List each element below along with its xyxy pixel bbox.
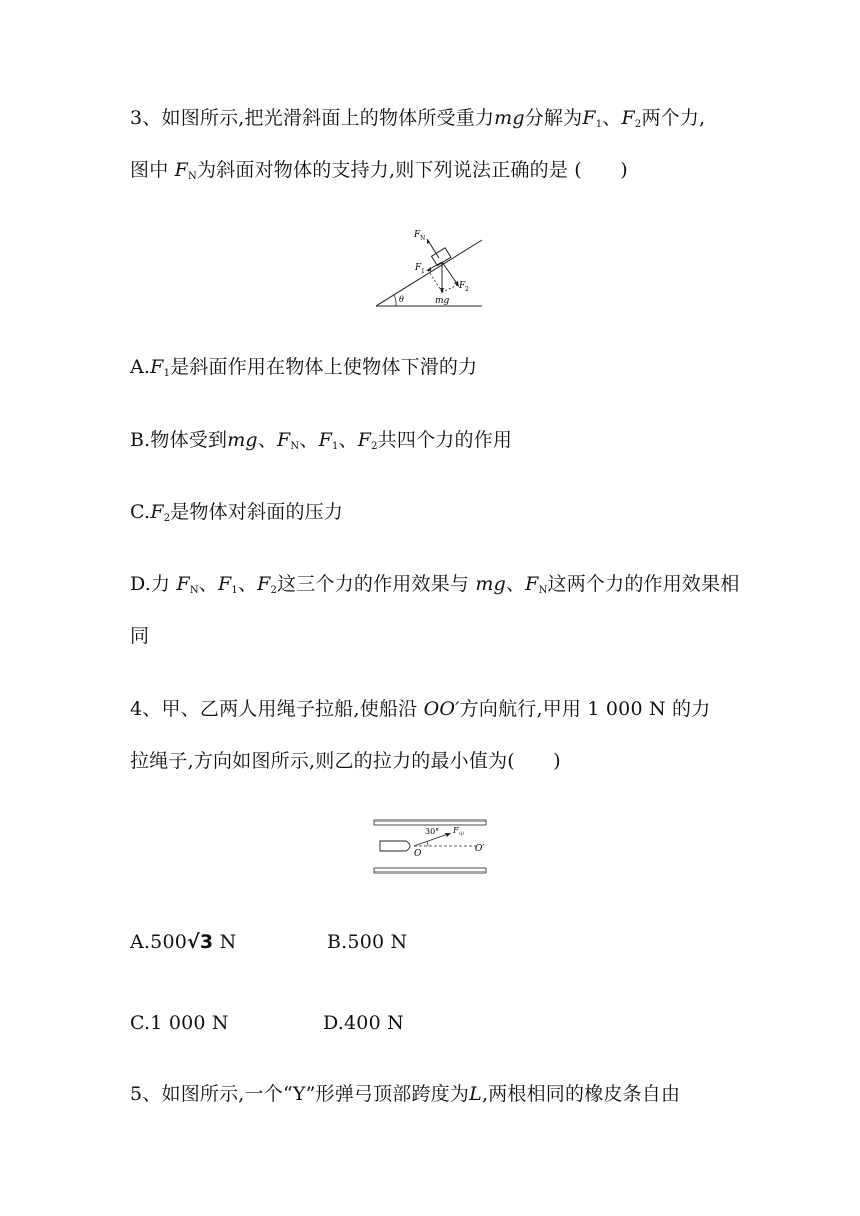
q4-stem-line2: 拉绳子,方向如图所示,则乙的拉力的最小值为( ) bbox=[130, 750, 561, 772]
q3-option-d[interactable]: D.力 $F_N$、$F_1$、$F_2$这三个力的作用效果与 mg、$F_N$这两个力的作用效果相 bbox=[130, 573, 740, 596]
q4-stem-line1: 4、甲、乙两人用绳子拉船,使船沿 OO′方向航行,甲用 1 000 N 的力 bbox=[130, 698, 711, 720]
q3-option-b[interactable]: B.物体受到mg、$F_N$、$F_1$、$F_2$共四个力的作用 bbox=[130, 429, 513, 452]
answer-bracket: ( ) bbox=[574, 159, 628, 181]
q4-option-c[interactable]: C.1 000 N bbox=[130, 1012, 229, 1034]
label-f1: F bbox=[415, 263, 422, 273]
q4-number: 4、 bbox=[130, 698, 162, 720]
label-angle: 30° bbox=[425, 827, 440, 836]
label-f2: F bbox=[459, 281, 466, 291]
boat bbox=[380, 841, 410, 851]
incline-diagram bbox=[370, 222, 490, 312]
label-theta: θ bbox=[399, 295, 404, 304]
f2-arrow bbox=[442, 262, 458, 285]
q4-option-d[interactable]: D.400 N bbox=[323, 1012, 404, 1034]
dash-2 bbox=[442, 285, 458, 292]
label-o-prime: O′ bbox=[475, 844, 485, 854]
q4-boat-figure bbox=[372, 818, 490, 880]
bottom-bank bbox=[374, 868, 486, 873]
theta-arc bbox=[394, 295, 396, 306]
dash-1 bbox=[428, 270, 442, 292]
svg-text:2: 2 bbox=[465, 286, 469, 293]
angle-arc bbox=[427, 841, 428, 846]
q4-option-b[interactable]: B.500 N bbox=[327, 931, 408, 953]
q5-stem-line1: 5、如图所示,一个“Y”形弹弓顶部跨度为L,两根相同的橡皮条自由 bbox=[130, 1083, 681, 1105]
q3-number: 3、 bbox=[130, 107, 162, 129]
q3-option-a[interactable]: $A.F_1$是斜面作用在物体上使物体下滑的力 bbox=[130, 356, 478, 379]
label-o: O bbox=[414, 849, 422, 859]
label-f-jia: F bbox=[453, 826, 459, 835]
boat-diagram bbox=[372, 818, 490, 876]
q3-stem-line1: 3、如图所示,把光滑斜面上的物体所受重力mg分解为$F_1$、$F_2$两个力, bbox=[130, 107, 706, 130]
svg-text:甲: 甲 bbox=[459, 832, 465, 838]
q3-incline-figure bbox=[370, 222, 490, 316]
svg-text:N: N bbox=[420, 235, 426, 242]
incline-line bbox=[376, 240, 482, 306]
mg-arrowhead bbox=[440, 288, 444, 294]
q4-option-a[interactable]: A.500√3 N bbox=[130, 931, 237, 953]
q3-option-c[interactable]: $C.F_2$是物体对斜面的压力 bbox=[130, 501, 344, 524]
q3-stem-line2: 图中 $F_N$为斜面对物体的支持力,则下列说法正确的是 ( ) bbox=[130, 159, 628, 182]
top-bank bbox=[374, 820, 486, 825]
label-fn: F bbox=[414, 230, 421, 240]
q3-option-d-line2: 同 bbox=[130, 625, 150, 647]
label-mg: mg bbox=[435, 296, 450, 306]
q5-number: 5、 bbox=[130, 1083, 162, 1105]
sqrt-three: √3 bbox=[187, 931, 214, 953]
svg-text:1: 1 bbox=[421, 268, 425, 275]
